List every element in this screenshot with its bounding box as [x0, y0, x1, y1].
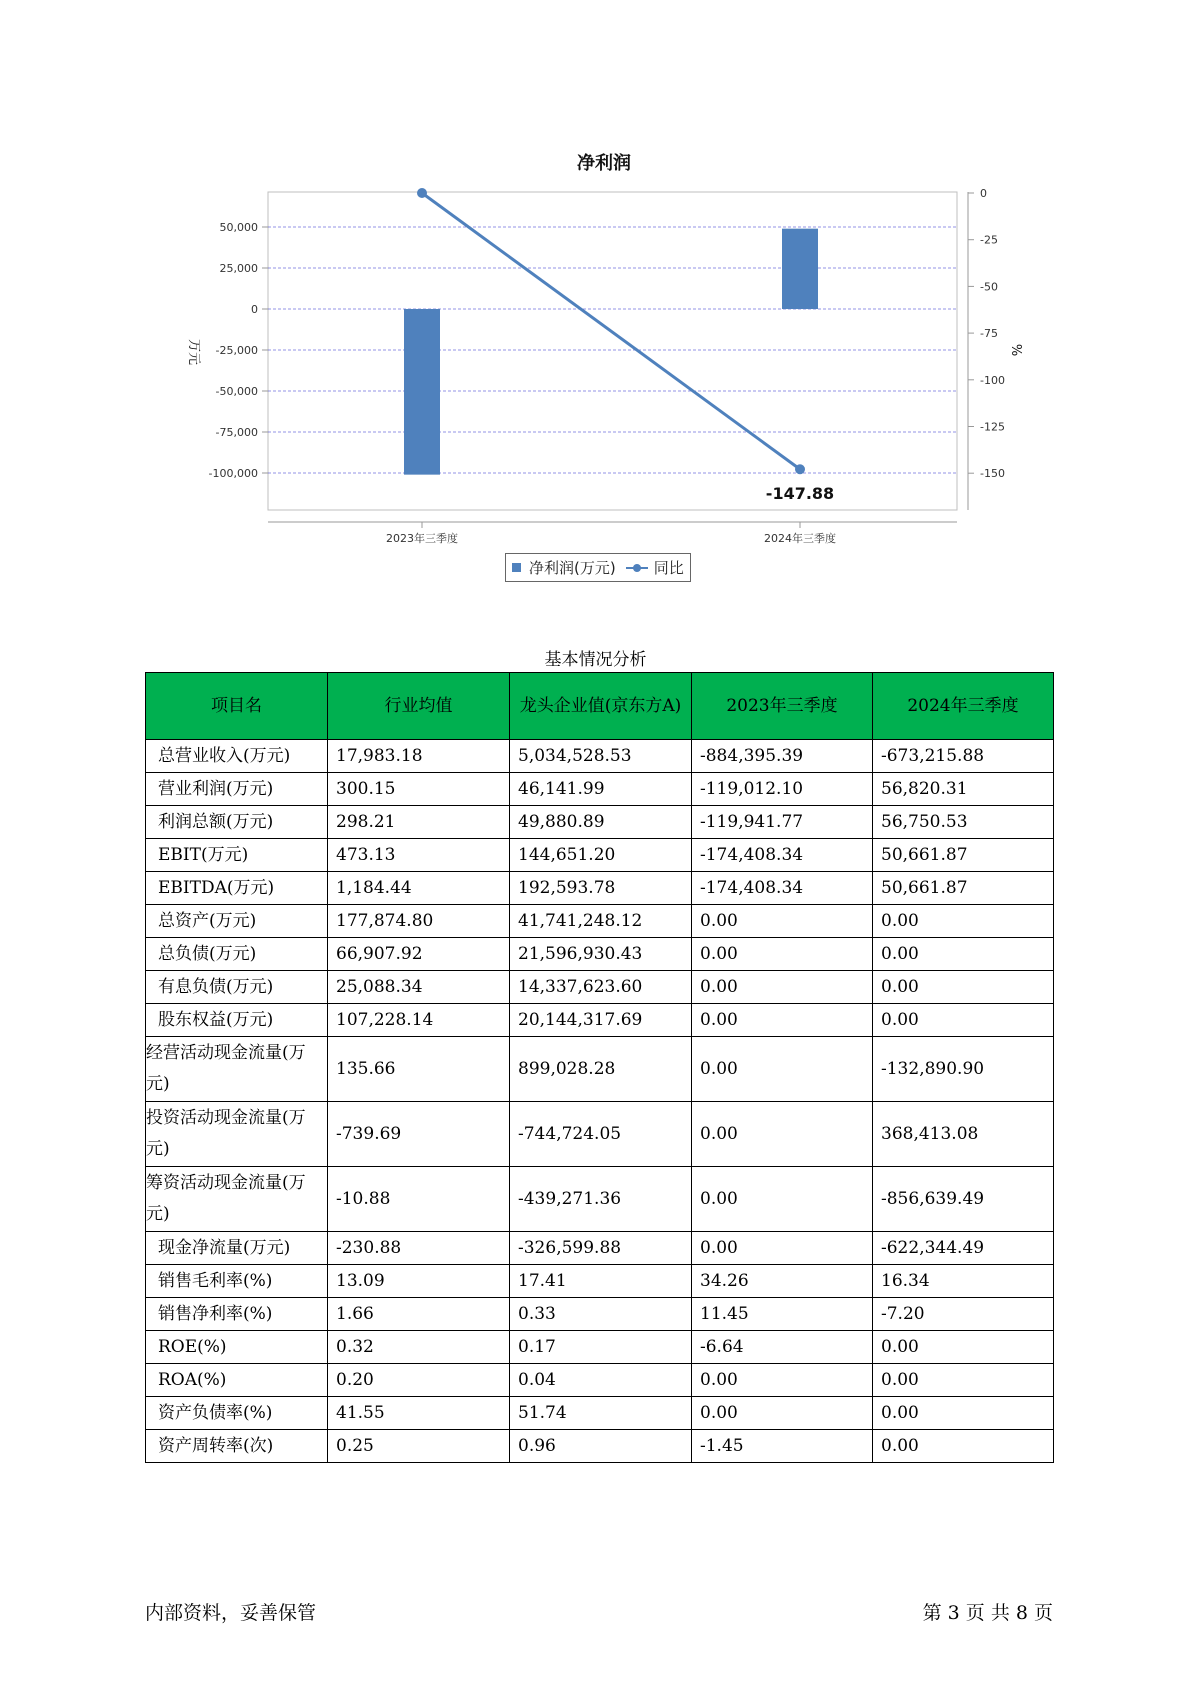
chart-legend	[505, 553, 691, 582]
row-label: ROA(%)	[146, 1364, 328, 1397]
bar	[404, 309, 440, 475]
row-label: 投资活动现金流量(万元)	[146, 1102, 328, 1167]
table-row	[146, 773, 1054, 806]
footer-page-number: 第 3 页 共 8 页	[922, 1602, 1053, 1624]
footer-confidential: 内部资料，妥善保管	[145, 1602, 317, 1624]
row-label: 利润总额(万元)	[146, 806, 328, 839]
header-cell: 项目名	[146, 673, 328, 740]
row-value: 0.33	[510, 1298, 692, 1331]
row-value: 0.00	[692, 1167, 873, 1232]
row-label: 有息负债(万元)	[146, 971, 328, 1004]
row-value: -326,599.88	[510, 1232, 692, 1265]
row-value: 21,596,930.43	[510, 938, 692, 971]
row-value: 192,593.78	[510, 872, 692, 905]
y-tick-label: -75,000	[215, 426, 258, 439]
row-value: 0.00	[873, 1364, 1054, 1397]
row-label: 现金净流量(万元)	[146, 1232, 328, 1265]
y-tick-label: -50,000	[215, 385, 258, 398]
yoy-point	[795, 464, 805, 474]
y2-tick-label: -125	[980, 420, 1005, 434]
row-value: 66,907.92	[328, 938, 510, 971]
bar-legend-swatch	[512, 563, 521, 572]
y-tick-label: -25,000	[215, 344, 258, 357]
row-value: -119,012.10	[692, 773, 873, 806]
row-value: 14,337,623.60	[510, 971, 692, 1004]
net-profit-chart	[0, 0, 1191, 600]
row-value: 41,741,248.12	[510, 905, 692, 938]
table-row	[146, 1430, 1054, 1463]
row-label: 总负债(万元)	[146, 938, 328, 971]
row-value: 11.45	[692, 1298, 873, 1331]
row-value: 0.00	[873, 971, 1054, 1004]
y-tick-label: 50,000	[219, 221, 258, 234]
row-value: -856,639.49	[873, 1167, 1054, 1232]
y2-tick-label: -25	[980, 233, 998, 247]
legend-line-label: 同比	[653, 559, 684, 577]
y2-tick-label: -75	[980, 327, 998, 341]
table-row	[146, 1331, 1054, 1364]
row-label: 股东权益(万元)	[146, 1004, 328, 1037]
row-value: -7.20	[873, 1298, 1054, 1331]
row-label: 销售毛利率(%)	[146, 1265, 328, 1298]
row-value: -6.64	[692, 1331, 873, 1364]
row-value: 0.00	[692, 1397, 873, 1430]
row-value: 135.66	[328, 1037, 510, 1102]
row-value: 298.21	[328, 806, 510, 839]
table-row	[146, 1037, 1054, 1102]
row-value: 0.00	[873, 1004, 1054, 1037]
row-value: -174,408.34	[692, 872, 873, 905]
table-row	[146, 1265, 1054, 1298]
table-row	[146, 872, 1054, 905]
row-value: 144,651.20	[510, 839, 692, 872]
y2-axis-title: %	[1008, 343, 1023, 357]
table-row	[146, 1102, 1054, 1167]
table-row	[146, 1004, 1054, 1037]
row-value: 5,034,528.53	[510, 740, 692, 773]
row-value: 0.00	[873, 1331, 1054, 1364]
table-row	[146, 1298, 1054, 1331]
yoy-point	[417, 188, 427, 198]
table-row	[146, 1232, 1054, 1265]
row-value: 0.17	[510, 1331, 692, 1364]
header-cell: 2023年三季度	[692, 673, 873, 740]
row-label: 销售净利率(%)	[146, 1298, 328, 1331]
row-value: 0.00	[692, 1037, 873, 1102]
row-value: 41.55	[328, 1397, 510, 1430]
row-value: 46,141.99	[510, 773, 692, 806]
row-value: 17,983.18	[328, 740, 510, 773]
table-row	[146, 1364, 1054, 1397]
row-value: 17.41	[510, 1265, 692, 1298]
table-row	[146, 905, 1054, 938]
plot-frame	[268, 192, 957, 510]
row-value: 0.00	[873, 938, 1054, 971]
row-value: 0.00	[873, 1430, 1054, 1463]
data-label: -147.88	[765, 484, 835, 504]
row-label: 经营活动现金流量(万元)	[146, 1037, 328, 1102]
row-value: -744,724.05	[510, 1102, 692, 1167]
row-label: EBIT(万元)	[146, 839, 328, 872]
row-value: -174,408.34	[692, 839, 873, 872]
header-cell: 行业均值	[328, 673, 510, 740]
row-value: 0.00	[692, 1232, 873, 1265]
row-value: 50,661.87	[873, 839, 1054, 872]
row-label: ROE(%)	[146, 1331, 328, 1364]
row-value: 49,880.89	[510, 806, 692, 839]
row-value: 0.00	[692, 1102, 873, 1167]
row-value: 25,088.34	[328, 971, 510, 1004]
header-cell: 龙头企业值(京东方A)	[510, 673, 692, 740]
row-value: -132,890.90	[873, 1037, 1054, 1102]
x-tick-label: 2023年三季度	[386, 532, 458, 545]
row-value: -1.45	[692, 1430, 873, 1463]
row-label: EBITDA(万元)	[146, 872, 328, 905]
row-label: 资产周转率(次)	[146, 1430, 328, 1463]
table-caption: 基本情况分析	[544, 650, 647, 670]
row-label: 筹资活动现金流量(万元)	[146, 1167, 328, 1232]
row-label: 总营业收入(万元)	[146, 740, 328, 773]
y2-tick-label: -50	[980, 280, 998, 294]
table-row	[146, 938, 1054, 971]
row-value: 16.34	[873, 1265, 1054, 1298]
line-legend-swatch	[626, 563, 648, 573]
row-value: -10.88	[328, 1167, 510, 1232]
row-value: 0.20	[328, 1364, 510, 1397]
row-value: 368,413.08	[873, 1102, 1054, 1167]
row-value: 0.00	[692, 1004, 873, 1037]
row-value: 473.13	[328, 839, 510, 872]
row-value: -884,395.39	[692, 740, 873, 773]
row-value: 0.25	[328, 1430, 510, 1463]
row-label: 资产负债率(%)	[146, 1397, 328, 1430]
basic-analysis-table	[145, 672, 1054, 1463]
y2-tick-label: -150	[980, 467, 1005, 481]
y-tick-label: 25,000	[219, 262, 258, 275]
row-value: 20,144,317.69	[510, 1004, 692, 1037]
y2-tick-label: -100	[980, 373, 1005, 387]
chart-canvas	[0, 0, 1191, 600]
table-row	[146, 806, 1054, 839]
row-value: 13.09	[328, 1265, 510, 1298]
row-value: 177,874.80	[328, 905, 510, 938]
y-tick-label: 0	[251, 303, 258, 316]
header-cell: 2024年三季度	[873, 673, 1054, 740]
row-value: -230.88	[328, 1232, 510, 1265]
row-value: 56,820.31	[873, 773, 1054, 806]
row-value: 0.00	[692, 905, 873, 938]
row-value: -673,215.88	[873, 740, 1054, 773]
legend-bar-label: 净利润(万元)	[529, 559, 616, 577]
bar	[782, 229, 818, 309]
row-label: 总资产(万元)	[146, 905, 328, 938]
table-header-row	[146, 673, 1054, 740]
row-value: -739.69	[328, 1102, 510, 1167]
row-value: 0.96	[510, 1430, 692, 1463]
y-tick-label: -100,000	[208, 467, 258, 480]
row-label: 营业利润(万元)	[146, 773, 328, 806]
row-value: -622,344.49	[873, 1232, 1054, 1265]
row-value: 0.00	[692, 971, 873, 1004]
chart-title: 净利润	[577, 153, 631, 174]
table-row	[146, 839, 1054, 872]
row-value: 0.00	[873, 1397, 1054, 1430]
y2-tick-label: 0	[980, 187, 987, 200]
table-row	[146, 971, 1054, 1004]
row-value: -439,271.36	[510, 1167, 692, 1232]
yoy-line	[422, 193, 800, 469]
row-value: 0.00	[692, 938, 873, 971]
table-row	[146, 1397, 1054, 1430]
row-value: 899,028.28	[510, 1037, 692, 1102]
row-value: 51.74	[510, 1397, 692, 1430]
row-value: 0.32	[328, 1331, 510, 1364]
row-value: 1,184.44	[328, 872, 510, 905]
table-row	[146, 740, 1054, 773]
y-axis-title: 万元	[186, 338, 201, 366]
row-value: 0.00	[873, 905, 1054, 938]
table-row	[146, 1167, 1054, 1232]
row-value: 34.26	[692, 1265, 873, 1298]
x-tick-label: 2024年三季度	[764, 532, 836, 545]
row-value: 1.66	[328, 1298, 510, 1331]
row-value: 56,750.53	[873, 806, 1054, 839]
row-value: 300.15	[328, 773, 510, 806]
row-value: 50,661.87	[873, 872, 1054, 905]
row-value: 107,228.14	[328, 1004, 510, 1037]
row-value: -119,941.77	[692, 806, 873, 839]
row-value: 0.04	[510, 1364, 692, 1397]
row-value: 0.00	[692, 1364, 873, 1397]
